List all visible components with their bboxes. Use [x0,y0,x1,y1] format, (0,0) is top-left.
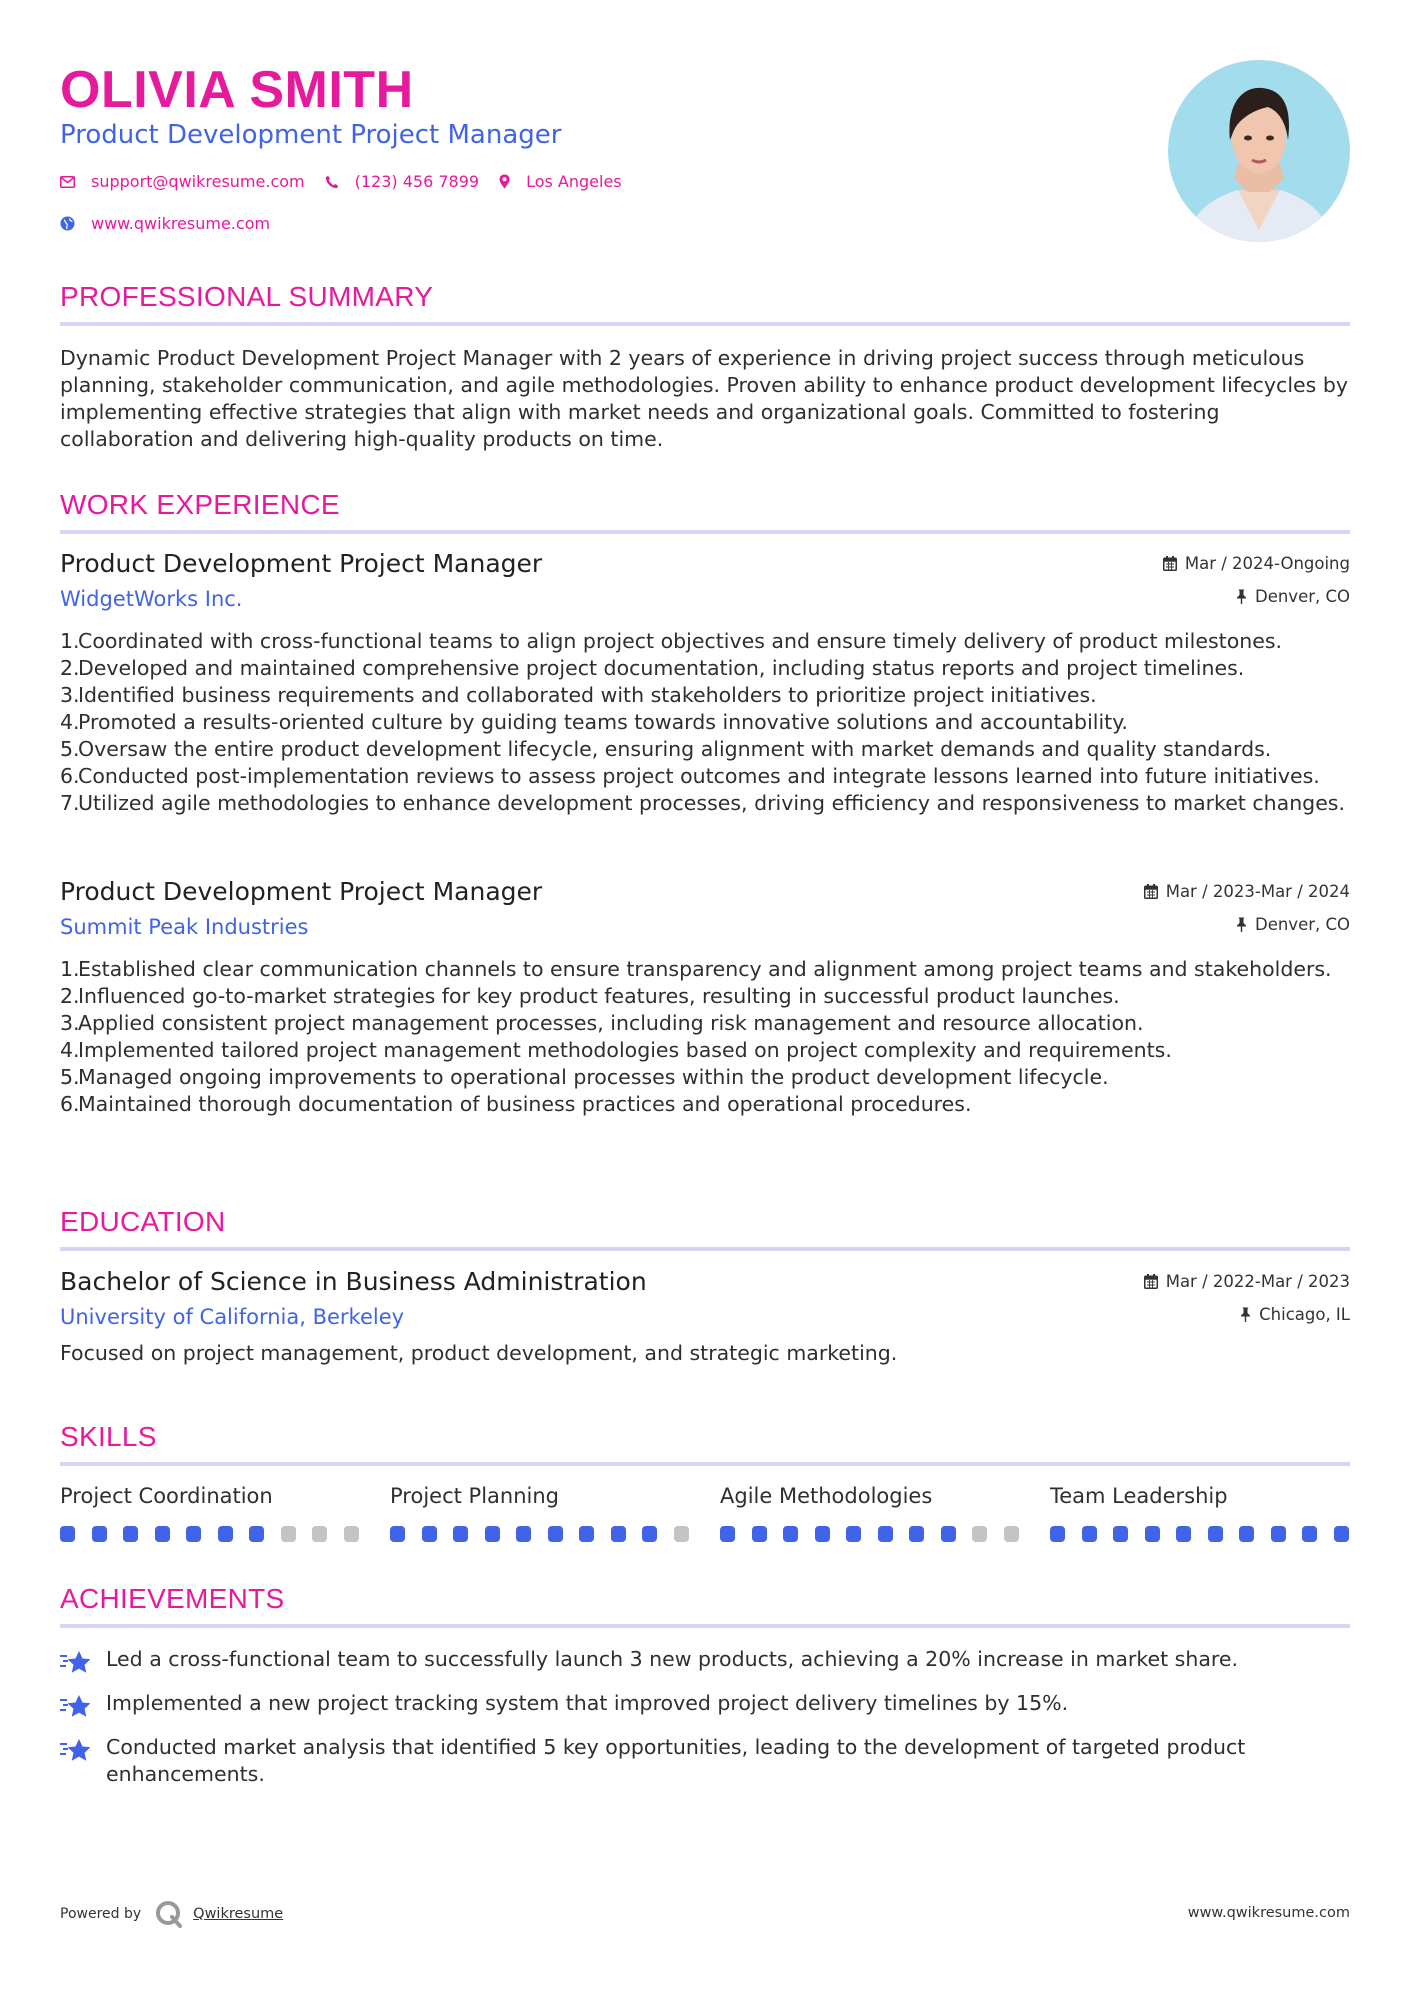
job-company: Summit Peak Industries [60,915,309,939]
skill-dot-filled [1334,1526,1349,1542]
skill-dot-filled [218,1526,233,1542]
skill-dot-filled [720,1526,735,1542]
envelope-icon [60,176,75,188]
list-item: 6. Conducted post-implementation reviews to assess project outcomes and integrate lessons learned into future initiatives. [60,764,1320,788]
contact-row [60,172,642,191]
skill-dot-filled [92,1526,107,1542]
skill-dot-empty [674,1526,689,1542]
experience-heading: WORK EXPERIENCE [60,489,340,520]
skill-dot-filled [390,1526,405,1542]
summary-section [60,280,1350,453]
skill-dot-filled [642,1526,657,1542]
job-date-text: Mar / 2023-Mar / 2024 [1165,882,1350,901]
education-date [1144,1272,1350,1291]
achievement-item [60,1734,1350,1788]
achievement-text: Led a cross-functional team to successfully launch 3 new products, achieving a 20% increase in market share. [106,1647,1238,1671]
skill-dot-filled [941,1526,956,1542]
list-item: 1. Coordinated with cross-functional teams to align project objectives and ensure timely delivery of product milestones. [60,629,1283,653]
profile-photo [1168,60,1350,242]
skill-dot-filled [1208,1526,1223,1542]
list-item: 5. Managed ongoing improvements to operational processes within the product development lifecycle. [60,1065,1109,1089]
skill-rating [720,1526,1020,1544]
powered-by-label: Powered by [60,1906,142,1922]
list-item: 2. Developed and maintained comprehensive project documentation, including status reports and project timelines. [60,656,1245,680]
skill-dot-filled [123,1526,138,1542]
achievement-text: Implemented a new project tracking system that improved project delivery timelines by 15%. [106,1691,1069,1715]
skill-item [60,1482,360,1510]
skill-dot-empty [1004,1526,1019,1542]
skill-dot-empty [972,1526,987,1542]
list-item: 3. Identified business requirements and collaborated with stakeholders to prioritize project initiatives. [60,683,1097,707]
job-date [1163,554,1350,573]
star-icon [60,1690,106,1724]
skill-dot-filled [155,1526,170,1542]
education-location-text: Chicago, IL [1259,1305,1350,1324]
skill-dot-filled [752,1526,767,1542]
skill-item [390,1482,690,1510]
job-title: Product Development Project Manager [60,877,543,906]
job-location [1236,587,1350,606]
skill-name: Project Planning [390,1484,559,1508]
skill-name: Team Leadership [1050,1484,1228,1508]
skill-dot-filled [783,1526,798,1542]
job-date [1144,882,1350,901]
job-company: WidgetWorks Inc. [60,587,243,611]
summary-text: Dynamic Product Development Project Manager with 2 years of experience in driving project success through meticulous planning, stakeholder communication, and agile methodologies. Proven ability to enhance product development lifecycles by implementing effective strategies that align with market needs and organizational goals. Committed to fostering collaboration and delivering high-quality products on time. [60,346,1348,451]
email-text[interactable]: support@qwikresume.com [91,172,305,191]
pushpin-icon [1236,589,1247,604]
achievement-item [60,1690,1350,1724]
section-divider [60,1247,1350,1251]
section-divider [60,322,1350,326]
summary-heading: PROFESSIONAL SUMMARY [60,281,434,312]
school-name: University of California, Berkeley [60,1305,405,1329]
section-divider [60,530,1350,534]
list-item: 3. Applied consistent project management processes, including risk management and resource allocation. [60,1011,1144,1035]
skill-dot-filled [485,1526,500,1542]
list-item: 7. Utilized agile methodologies to enhance development processes, driving efficiency and responsiveness to market changes. [60,791,1346,815]
skill-dot-filled [846,1526,861,1542]
footer-branding [60,1900,283,1928]
education-description: Focused on project management, product development, and strategic marketing. [60,1341,898,1365]
star-icon [60,1734,106,1788]
skill-dot-filled [878,1526,893,1542]
achievement-item [60,1646,1350,1680]
education-location [1240,1305,1350,1324]
skill-dot-filled [548,1526,563,1542]
education-date-text: Mar / 2022-Mar / 2023 [1165,1272,1350,1291]
list-item: 1. Established clear communication channels to ensure transparency and alignment among project teams and stakeholders. [60,957,1332,981]
calendar-icon [1163,556,1177,571]
website-text[interactable]: www.qwikresume.com [91,214,271,233]
skill-dot-filled [516,1526,531,1542]
candidate-title: Product Development Project Manager [60,120,562,150]
skill-dot-filled [611,1526,626,1542]
section-divider [60,1462,1350,1466]
education-section [60,1205,1350,1251]
skill-rating [1050,1526,1350,1544]
job-location-text: Denver, CO [1254,587,1350,606]
job-location [1236,915,1350,934]
skill-dot-filled [1176,1526,1191,1542]
skill-dot-filled [1113,1526,1128,1542]
skill-dot-filled [1145,1526,1160,1542]
skill-dot-filled [909,1526,924,1542]
job-date-text: Mar / 2024-Ongoing [1184,554,1350,573]
skill-dot-filled [1239,1526,1254,1542]
skill-dot-filled [815,1526,830,1542]
pushpin-icon [1236,917,1247,932]
footer-website[interactable]: www.qwikresume.com [1187,1905,1350,1921]
map-pin-icon [499,174,510,189]
skill-dot-filled [60,1526,75,1542]
skill-dot-empty [281,1526,296,1542]
experience-section [60,488,1350,534]
skill-rating [390,1526,690,1544]
skill-name: Project Coordination [60,1484,273,1508]
skill-item [720,1482,1020,1510]
skill-dot-filled [186,1526,201,1542]
skill-dot-filled [1271,1526,1286,1542]
calendar-icon [1144,884,1158,899]
star-icon [60,1646,106,1680]
job-bullet-list [60,628,1350,817]
achievements-heading: ACHIEVEMENTS [60,1583,285,1614]
skill-dot-empty [344,1526,359,1542]
skill-rating [60,1526,360,1544]
job-title: Product Development Project Manager [60,549,543,578]
list-item: 5. Oversaw the entire product development lifecycle, ensuring alignment with market demands and quality standards. [60,737,1272,761]
skill-dot-filled [579,1526,594,1542]
brand-link[interactable]: Qwikresume [193,1906,284,1922]
job-location-text: Denver, CO [1254,915,1350,934]
skills-section [60,1420,1350,1466]
email-contact[interactable] [60,172,305,191]
list-item: 4. Implemented tailored project management methodologies based on project complexity and requirements. [60,1038,1172,1062]
skill-dot-filled [453,1526,468,1542]
location-text: Los Angeles [526,172,622,191]
skill-dot-empty [312,1526,327,1542]
job-bullet-list [60,956,1350,1118]
skill-item [1050,1482,1350,1510]
list-item: 2. Influenced go-to-market strategies for key product features, resulting in successful product launches. [60,984,1120,1008]
location-contact [499,172,622,191]
website-row [60,214,290,233]
website-contact[interactable] [60,214,270,233]
qwikresume-logo-icon [155,1900,183,1928]
calendar-icon [1144,1274,1158,1289]
skill-name: Agile Methodologies [720,1484,933,1508]
resume-page [60,0,1350,1990]
phone-icon [325,175,339,189]
skill-dot-filled [422,1526,437,1542]
degree-title: Bachelor of Science in Business Administration [60,1267,647,1296]
achievement-text: Conducted market analysis that identified 5 key opportunities, leading to the development of targeted product enhancements. [106,1735,1246,1786]
skill-dot-filled [1050,1526,1065,1542]
achievements-section [60,1582,1350,1628]
candidate-name: OLIVIA SMITH [60,61,414,119]
skills-heading: SKILLS [60,1421,157,1452]
globe-icon [60,216,75,231]
skill-dot-filled [1302,1526,1317,1542]
phone-contact [325,172,479,191]
list-item: 4. Promoted a results-oriented culture by guiding teams towards innovative solutions and accountability. [60,710,1128,734]
skill-dot-filled [249,1526,264,1542]
phone-text: (123) 456 7899 [354,172,480,191]
section-divider [60,1624,1350,1628]
pushpin-icon [1240,1307,1251,1322]
skill-dot-filled [1082,1526,1097,1542]
education-heading: EDUCATION [60,1206,226,1237]
list-item: 6. Maintained thorough documentation of business practices and operational procedures. [60,1092,972,1116]
